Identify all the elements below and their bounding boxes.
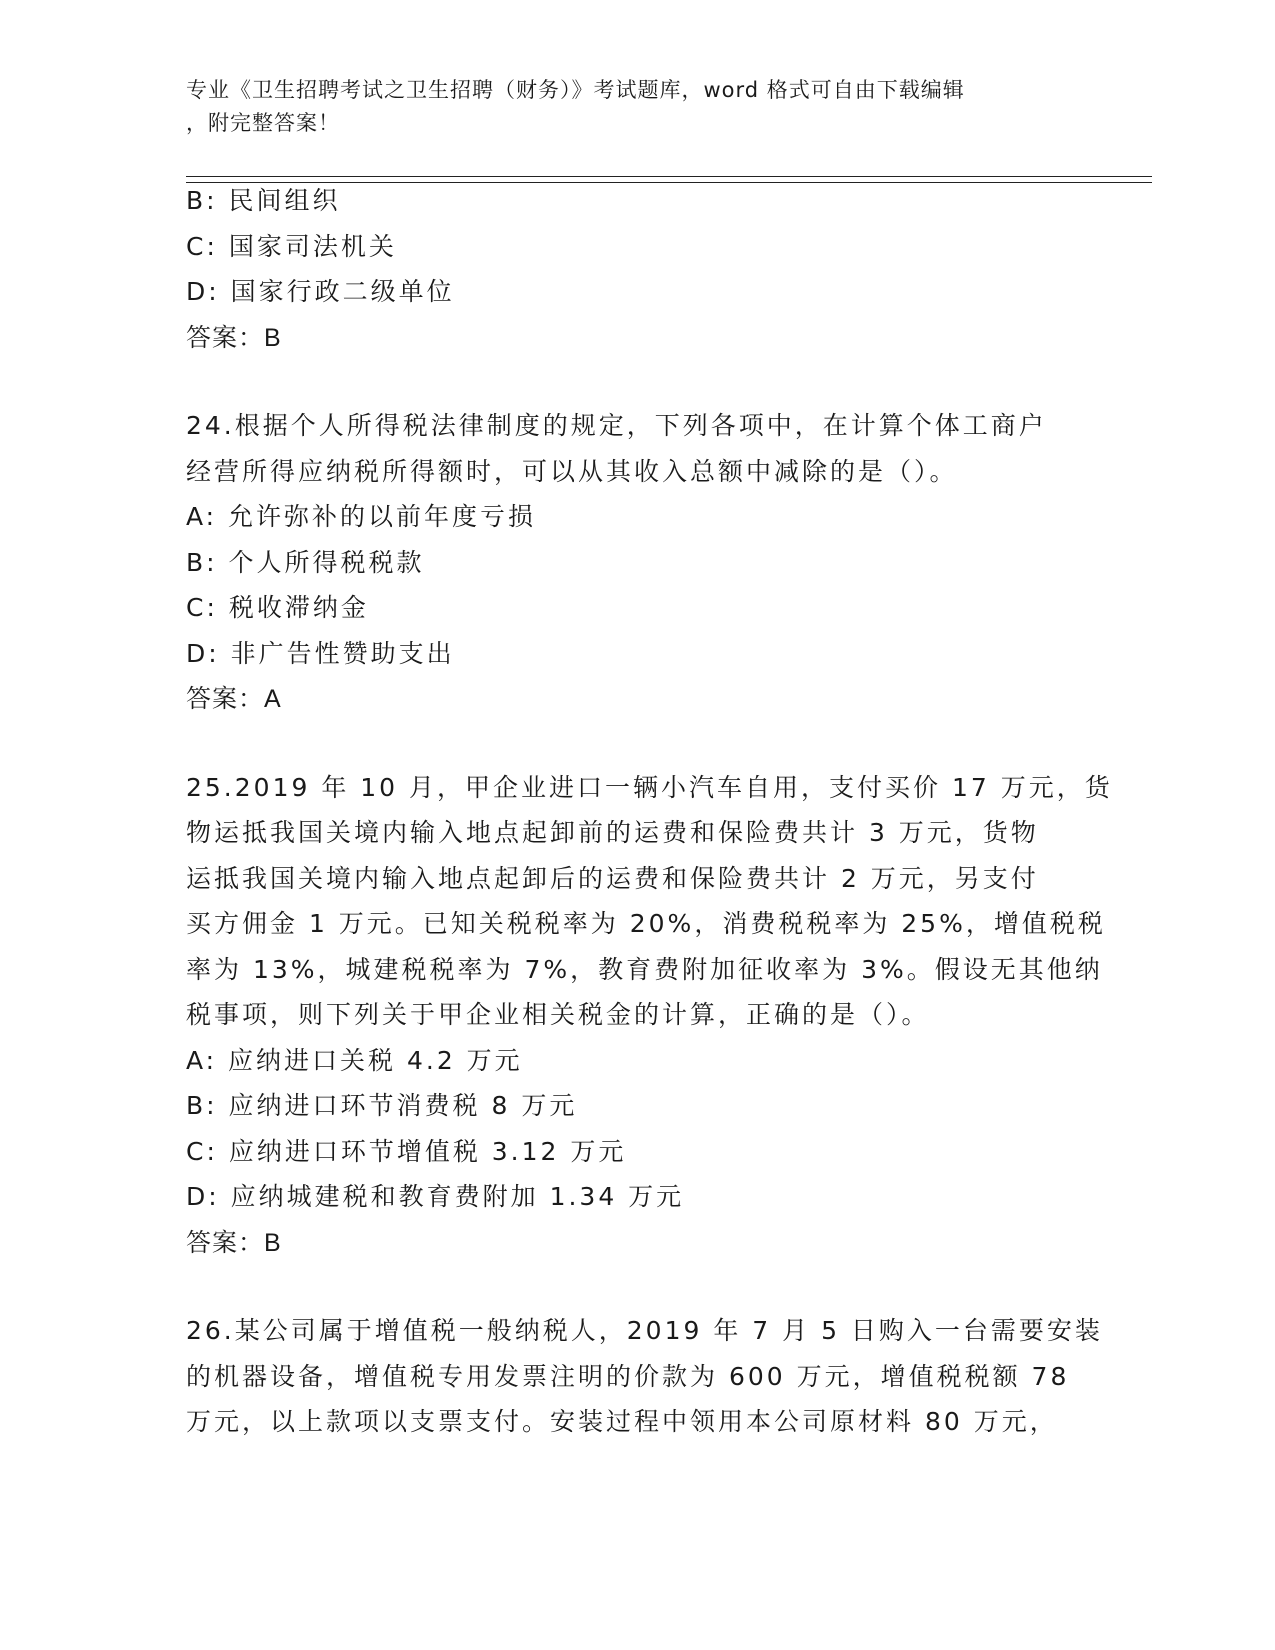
answer-line — [186, 676, 1086, 723]
option-b: B: 个人所得税税款 — [186, 547, 425, 577]
question-block — [186, 178, 1113, 1445]
answer-line — [186, 1220, 1086, 1267]
question-stem-line: 运抵我国关境内输入地点起卸后的运费和保险费共计 2 万元，另支付 — [186, 863, 1039, 893]
question-26 — [186, 1308, 1103, 1445]
question-stem-line: 经营所得应纳税所得额时，可以从其收入总额中减除的是（）。 — [186, 456, 958, 486]
option-d: D: 应纳城建税和教育费附加 1.34 万元 — [186, 1182, 685, 1211]
option-d: D: 非广告性赞助支出 — [186, 638, 455, 668]
header-line: ，附完整答案！ — [186, 111, 340, 135]
option-a: A: 允许弥补的以前年度亏损 — [186, 502, 537, 531]
question-24 — [186, 403, 1086, 723]
answer-label: 答案： — [186, 322, 265, 352]
question-stem-line: 税事项，则下列关于甲企业相关税金的计算，正确的是（）。 — [186, 1000, 930, 1029]
question-25 — [186, 765, 1113, 1267]
document-header — [186, 74, 1066, 140]
question-stem-line: 的机器设备，增值税专用发票注明的价款为 600 万元，增值税税额 78 — [186, 1361, 1070, 1391]
question-stem-line: 24.根据个人所得税法律制度的规定，下列各项中，在计算个体工商户 — [186, 411, 1047, 440]
answer-label: 答案： — [186, 1227, 265, 1257]
question-stem-line: 买方佣金 1 万元。已知关税税率为 20%，消费税税率为 25%，增值税税 — [186, 909, 1106, 938]
question-23-tail — [186, 178, 1086, 361]
header-divider-top — [186, 176, 1152, 177]
question-stem-line: 万元，以上款项以支票支付。安装过程中领用本公司原材料 80 万元， — [186, 1407, 1058, 1436]
question-stem-line: 26.某公司属于增值税一般纳税人，2019 年 7 月 5 日购入一台需要安装 — [186, 1316, 1103, 1345]
header-line: 专业《卫生招聘考试之卫生招聘（财务）》考试题库，word 格式可自由下载编辑 — [186, 78, 965, 102]
option-c: C: 应纳进口环节增值税 3.12 万元 — [186, 1136, 627, 1166]
answer-value: B — [264, 323, 282, 352]
option-c: C: 国家司法机关 — [186, 231, 397, 261]
answer-line — [186, 315, 1086, 362]
answer-label: 答案： — [186, 684, 265, 713]
option-a: A: 应纳进口关税 4.2 万元 — [186, 1045, 523, 1075]
question-stem-line: 物运抵我国关境内输入地点起卸前的运费和保险费共计 3 万元，货物 — [186, 818, 1039, 847]
option-b: B: 应纳进口环节消费税 8 万元 — [186, 1091, 578, 1120]
option-c: C: 税收滞纳金 — [186, 593, 369, 622]
question-stem-line: 25.2019 年 10 月，甲企业进口一辆小汽车自用，支付买价 17 万元，货 — [186, 772, 1113, 802]
question-stem-line: 率为 13%，城建税税率为 7%，教育费附加征收率为 3%。假设无其他纳 — [186, 954, 1103, 984]
option-b: B: 民间组织 — [186, 186, 341, 215]
option-d: D: 国家行政二级单位 — [186, 277, 455, 306]
answer-value: A — [264, 685, 282, 713]
answer-value: B — [264, 1228, 282, 1257]
